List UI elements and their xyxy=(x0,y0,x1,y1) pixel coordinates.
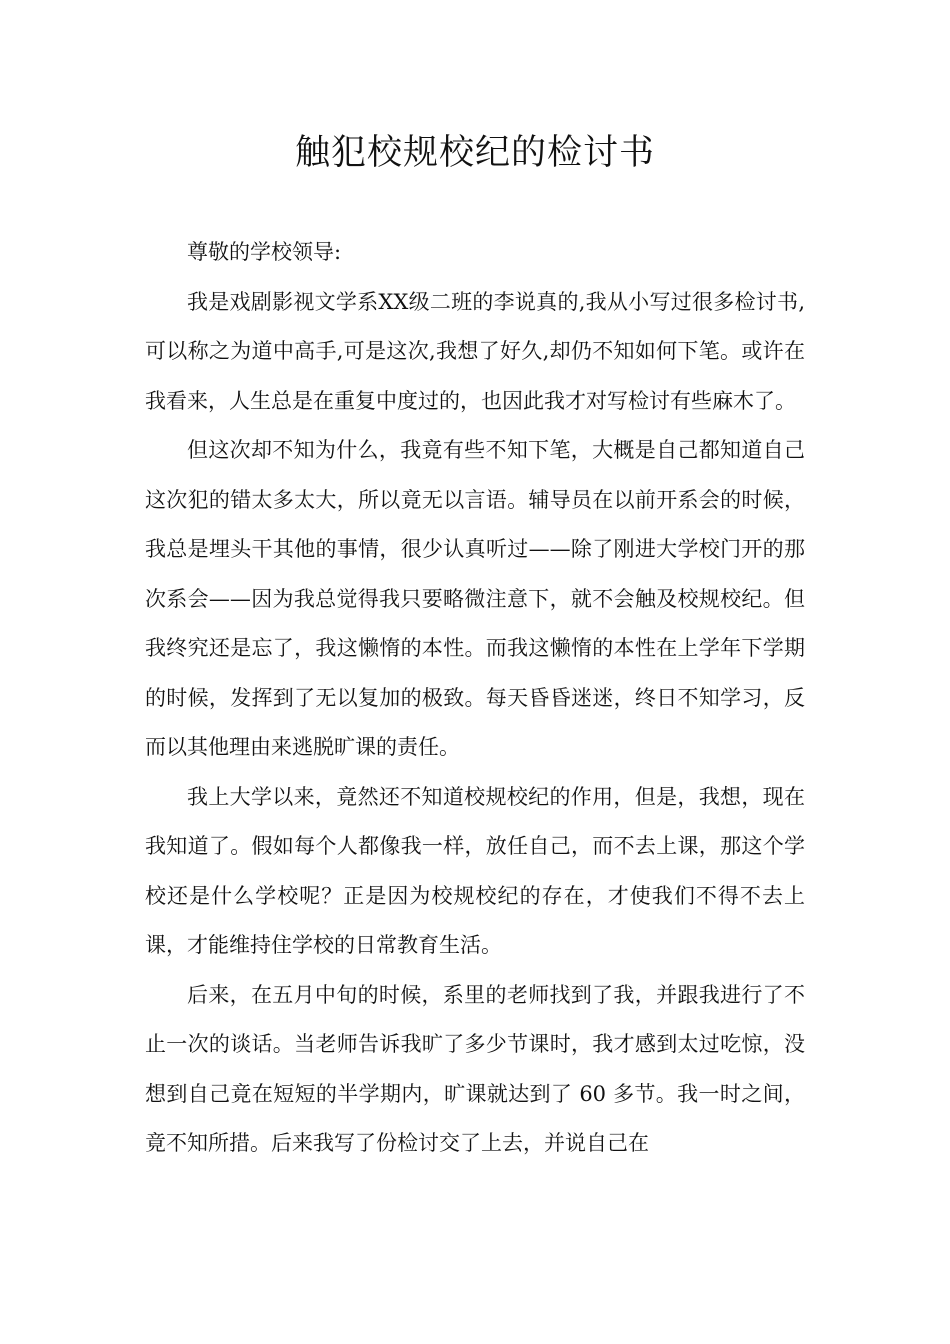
document-body xyxy=(145,228,805,1169)
document-title: 触犯校规校纪的检讨书 xyxy=(294,133,655,173)
paragraph: 后来，在五月中旬的时候，系里的老师找到了我，并跟我进行了不止一次的谈话。当老师告诉我旷了多少节课时，我才感到太过吃惊，没想到自己竟在短短的半学期内，旷课就达到了 60 多节。我一时之间，竟不知所措。后来我写了份检讨交了上去，并说自己在 xyxy=(145,982,805,1155)
paragraph: 我是戏剧影视文学系XX级二班的李说真的,我从小写过很多检讨书,可以称之为道中高手,可是这次,我想了好久,却仍不知如何下笔。或许在我看来，人生总是在重复中度过的，也因此我才对写检讨有些麻木了。 xyxy=(145,289,805,413)
paragraph: 但这次却不知为什么，我竟有些不知下笔，大概是自己都知道自己这次犯的错太多太大，所以竟无以言语。辅导员在以前开系会的时候，我总是埋头干其他的事情，很少认真听过——除了刚进大学校门开的那次系会——因为我总觉得我只要略微注意下，就不会触及校规校纪。但我终究还是忘了，我这懒惰的本性。而我这懒惰的本性在上学年下学期的时候，发挥到了无以复加的极致。每天昏昏迷迷，终日不知学习，反而以其他理由来逃脱旷课的责任。 xyxy=(145,438,805,759)
paragraph: 我上大学以来，竟然还不知道校规校纪的作用，但是，我想，现在我知道了。假如每个人都像我一样，放任自己，而不去上课，那这个学校还是什么学校呢？正是因为校规校纪的存在，才使我们不得不去上课，才能维持住学校的日常教育生活。 xyxy=(145,784,805,957)
salutation: 尊敬的学校领导: xyxy=(187,240,342,264)
